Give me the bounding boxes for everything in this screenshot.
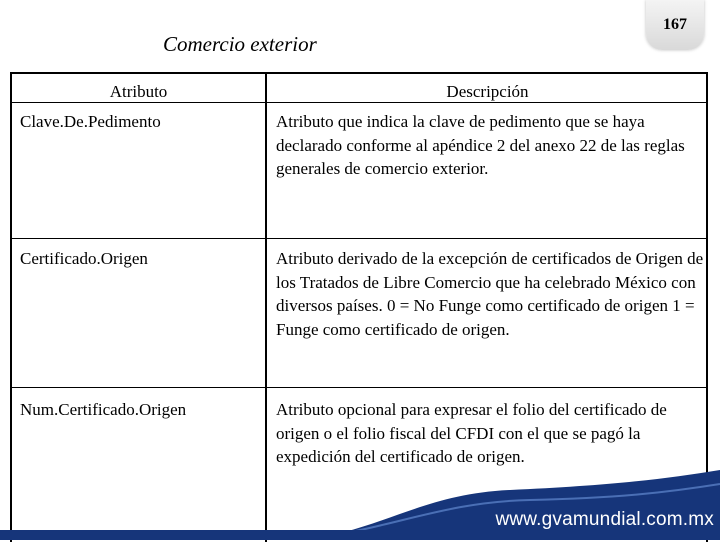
slide-title: Comercio exterior [163,32,317,56]
footer-url[interactable]: www.gvamundial.com.mx [495,509,714,530]
header-descripcion: Descripción [446,82,529,101]
header-atributo: Atributo [109,82,168,101]
attribute-name: Certificado.Origen [20,249,148,268]
row-rule [12,238,706,239]
footer-bar [0,530,720,540]
row-rule [12,387,706,388]
attribute-description: Atributo que indica la clave de pedimento que se haya declarado conforme al apéndice 2 del anexo 22 de las reglas generales de comercio exterior. [276,112,685,178]
column-divider [265,74,267,542]
attribute-description: Atributo opcional para expresar el folio del certificado de origen o el folio fiscal del CFDI con el que se pagó la expedición del certificado de origen. [276,400,667,466]
page-number: 167 [663,16,687,33]
attribute-description: Atributo derivado de la excepción de certificados de Origen de los Tratados de Libre Comercio que ha celebrado México con diversos países. 0 = No Funge como certificado de origen 1 = Funge como certificado de origen. [276,249,704,339]
header-rule [12,102,706,103]
page-number-badge [646,0,704,50]
attribute-name: Num.Certificado.Origen [20,400,187,419]
attribute-name: Clave.De.Pedimento [20,112,161,131]
